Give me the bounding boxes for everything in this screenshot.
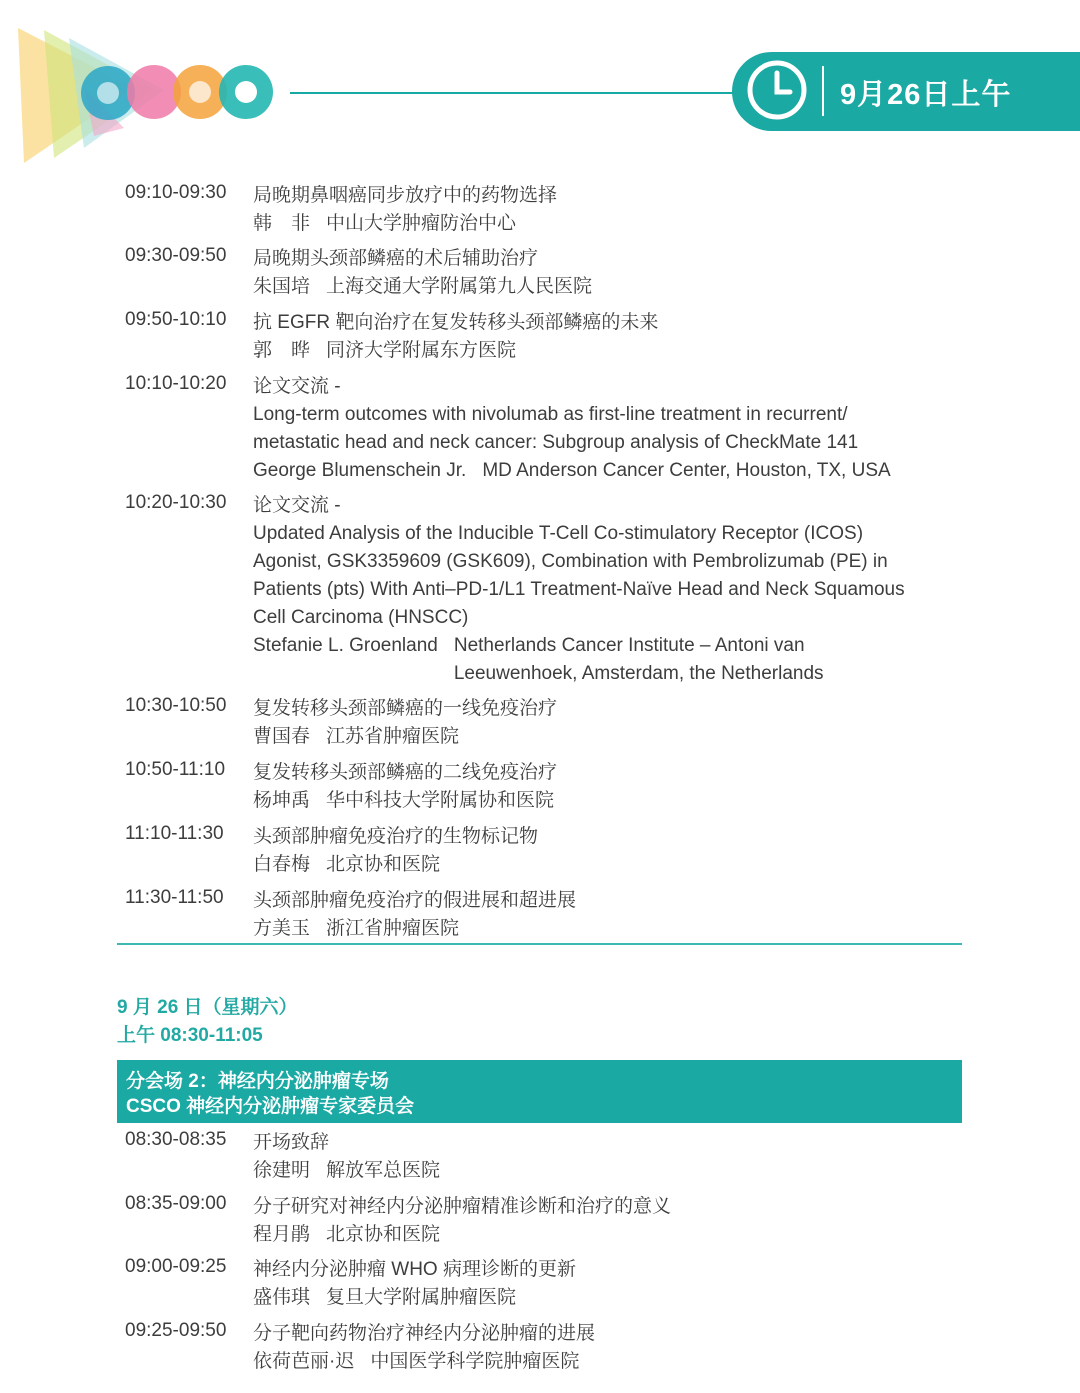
date-title: 9月26日上午 bbox=[840, 79, 1012, 111]
speaker-affiliation: Leeuwenhoek, Amsterdam, the Netherlands bbox=[453, 663, 824, 684]
speaker-affiliation: 上海交通大学附属第九人民医院 bbox=[326, 276, 593, 297]
speaker-name: Stefanie L. Groenland bbox=[253, 635, 438, 656]
badge-divider bbox=[822, 66, 824, 116]
speaker-affiliation: 北京协和医院 bbox=[326, 1224, 441, 1245]
speaker-affiliation: 华中科技大学附属协和医院 bbox=[326, 790, 555, 811]
subsession-banner bbox=[117, 1060, 962, 1123]
speaker-name: 白春梅 bbox=[253, 854, 311, 875]
speaker-name: 曹国春 bbox=[253, 726, 311, 747]
speaker-affiliation: 解放军总医院 bbox=[326, 1160, 441, 1181]
session-title: 局晚期头颈部鳞癌的术后辅助治疗 bbox=[253, 248, 539, 269]
speaker-name: 韩 非 bbox=[253, 213, 311, 234]
session-title: Cell Carcinoma (HNSCC) bbox=[253, 607, 469, 628]
session-title: 神经内分泌肿瘤 WHO 病理诊断的更新 bbox=[253, 1259, 576, 1280]
session-title: 论文交流 - bbox=[253, 495, 341, 516]
speaker-affiliation: Netherlands Cancer Institute – Antoni van bbox=[453, 635, 805, 656]
speaker-name: 依荷芭丽·迟 bbox=[253, 1351, 355, 1372]
session-title: 论文交流 - bbox=[253, 376, 341, 397]
csco-logo bbox=[14, 28, 284, 163]
session-time: 09:10-09:30 bbox=[125, 182, 227, 203]
session-title: 头颈部肿瘤免疫治疗的假进展和超进展 bbox=[253, 890, 577, 911]
speaker-affiliation: 中山大学肿瘤防治中心 bbox=[326, 213, 517, 234]
session-time: 09:25-09:50 bbox=[125, 1320, 227, 1341]
speaker-name: 盛伟琪 bbox=[253, 1287, 311, 1308]
session-time: 08:30-08:35 bbox=[125, 1129, 227, 1150]
speaker-affiliation: 江苏省肿瘤医院 bbox=[326, 726, 460, 747]
page-header bbox=[0, 0, 1080, 170]
speaker-affiliation: 中国医学科学院肿瘤医院 bbox=[370, 1351, 580, 1372]
session-title: 抗 EGFR 靶向治疗在复发转移头颈部鳞癌的未来 bbox=[253, 312, 659, 333]
session-title: 开场致辞 bbox=[253, 1132, 330, 1153]
session-title: 局晚期鼻咽癌同步放疗中的药物选择 bbox=[253, 185, 558, 206]
speaker-affiliation: 北京协和医院 bbox=[326, 854, 441, 875]
speaker-name: 徐建明 bbox=[253, 1160, 311, 1181]
speaker-name: 程月鹃 bbox=[253, 1224, 311, 1245]
speaker-name: 杨坤禹 bbox=[253, 790, 311, 811]
speaker-affiliation: 复旦大学附属肿瘤医院 bbox=[326, 1287, 517, 1308]
session-title: Long-term outcomes with nivolumab as first-line treatment in recurrent/ bbox=[253, 404, 848, 425]
session-title: 分子靶向药物治疗神经内分泌肿瘤的进展 bbox=[253, 1323, 596, 1344]
session-time: 11:10-11:30 bbox=[125, 823, 224, 844]
session-time: 09:30-09:50 bbox=[125, 245, 227, 266]
subsession-committee: CSCO 神经内分泌肿瘤专家委员会 bbox=[126, 1096, 415, 1117]
session-time: 10:20-10:30 bbox=[125, 492, 227, 513]
session-time: 10:30-10:50 bbox=[125, 695, 227, 716]
day-title: 9 月 26 日（星期六） bbox=[117, 997, 298, 1018]
session-title: Agonist, GSK3359609 (GSK609), Combination with Pembrolizumab (PE) in bbox=[253, 551, 888, 572]
session-time: 11:30-11:50 bbox=[125, 887, 224, 908]
day-time: 上午 08:30-11:05 bbox=[117, 1025, 263, 1046]
session-title: 分子研究对神经内分泌肿瘤精准诊断和治疗的意义 bbox=[253, 1196, 672, 1217]
section-divider bbox=[117, 943, 962, 945]
speaker-name: 方美玉 bbox=[253, 918, 311, 939]
speaker-affiliation: 浙江省肿瘤医院 bbox=[326, 918, 460, 939]
session-time: 09:00-09:25 bbox=[125, 1256, 227, 1277]
session-title: 复发转移头颈部鳞癌的二线免疫治疗 bbox=[253, 762, 558, 783]
session-time: 08:35-09:00 bbox=[125, 1193, 227, 1214]
session-title: 复发转移头颈部鳞癌的一线免疫治疗 bbox=[253, 698, 558, 719]
session-title: 头颈部肿瘤免疫治疗的生物标记物 bbox=[253, 826, 539, 847]
speaker-name: 郭 晔 bbox=[253, 340, 311, 361]
speaker-affiliation: 同济大学附属东方医院 bbox=[326, 340, 517, 361]
clock-icon bbox=[746, 59, 808, 121]
speaker-name: 朱国培 bbox=[253, 276, 311, 297]
speaker-affiliation: MD Anderson Cancer Center, Houston, TX, USA bbox=[482, 460, 891, 481]
session-title: Patients (pts) With Anti–PD-1/L1 Treatment-Naïve Head and Neck Squamous bbox=[253, 579, 905, 600]
session-title: Updated Analysis of the Inducible T-Cell Co-stimulatory Receptor (ICOS) bbox=[253, 523, 864, 544]
subsession-title: 分会场 2：神经内分泌肿瘤专场 bbox=[126, 1071, 389, 1092]
speaker-name: George Blumenschein Jr. bbox=[253, 460, 467, 481]
session-title: metastatic head and neck cancer: Subgroup analysis of CheckMate 141 bbox=[253, 432, 859, 453]
session-time: 09:50-10:10 bbox=[125, 309, 227, 330]
header-rule bbox=[290, 92, 750, 94]
session-time: 10:50-11:10 bbox=[125, 759, 226, 780]
session-time: 10:10-10:20 bbox=[125, 373, 227, 394]
